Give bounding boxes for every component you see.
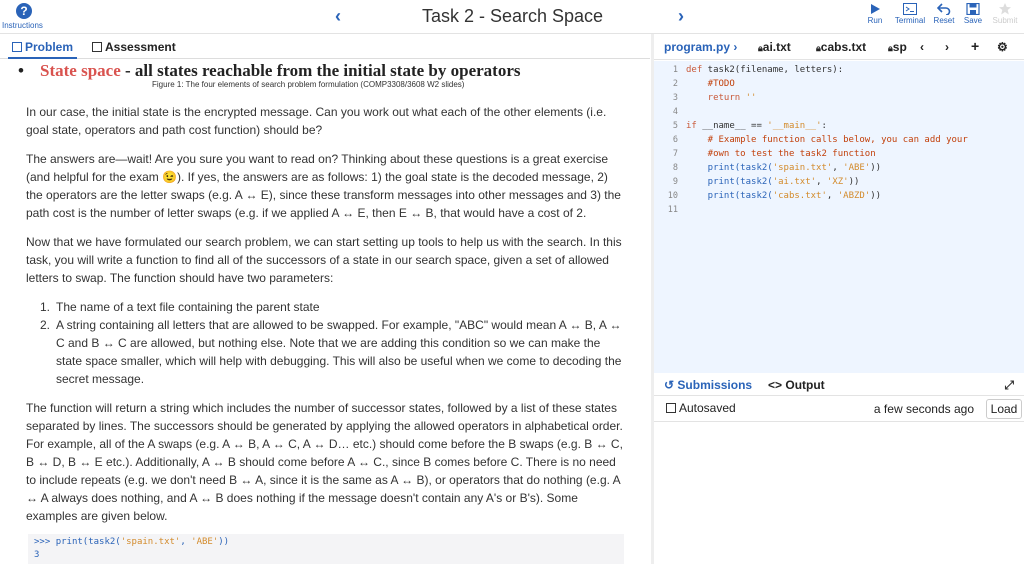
example-code-block [28, 534, 624, 564]
instructions-button[interactable] [4, 2, 44, 30]
paragraph-3: Now that we have formulated our search problem, we can start setting up tools to help us with the search. In this task, you will write a function to find all of the successors of a state in our search space, given a set of allowed letters to swap. The function should have two parameters: [26, 235, 622, 285]
code-line: return '' [686, 93, 757, 103]
code-line [686, 203, 1024, 217]
autosaved-label: Autosaved [666, 401, 736, 415]
instructions-label: Instructions [2, 21, 43, 30]
page-title: Task 2 - Search Space [421, 6, 604, 26]
tab-submissions[interactable]: ↺ Submissions [664, 378, 753, 392]
paragraph-1: In our case, the initial state is the encrypted message. Can you work out what each of the other elements (i.e. goal state, operators and path cost function) should be? [26, 105, 607, 137]
tab-output[interactable]: <> Output [768, 378, 825, 392]
save-button[interactable]: Save [962, 3, 984, 25]
code-line: if __name__ == '__main__': [686, 121, 827, 131]
code-line: #own to test the task2 function [686, 149, 876, 159]
file-tab-sp[interactable]: 🔒︎sp [888, 40, 907, 54]
code-line: print(task2('spain.txt', 'ABE')) [686, 163, 882, 173]
undo-icon [937, 3, 951, 15]
paragraph-4: The function will return a string which includes the number of successor states, followed by a list of these states separated by lines. The successors should be generated by applying the allowed operators in alphabetical order. For example, all of the A swaps (e.g. A ↔ B, A ↔ C, A ↔ D… etc.) should come before the B swaps (e.g. B ↔ C, B ↔ D, B ↔ E etc.). Additionally, A ↔ B should come before A ↔ C., since B comes before C. There is no need to include repeats (e.g. we don't need B ↔ A, since it is the same as A ↔ B), or operators that do nothing (e.g. A ↔ A always does nothing, and A ↔ B does nothing if the message doesn't contain any A's or B's). Some examples are given below. [26, 401, 623, 523]
code-editor[interactable] [654, 61, 1024, 373]
chevron-right-icon: › [733, 40, 738, 54]
gear-icon[interactable]: ⚙ [997, 40, 1008, 54]
parameter-list [40, 298, 626, 388]
example-line-1: >>> print(task2('spain.txt', 'ABE')) [34, 537, 230, 547]
code-line: print(task2('ai.txt', 'XZ')) [686, 177, 860, 187]
paragraph-2: The answers are—wait! Are you sure you want to read on? Thinking about these questions is a great exercise (and helpful for the exam 😉). If yes, the answers are as follows: 1) the goal state is the decoded message, 2) the operators are the letter swaps (e.g. A ↔ E), since these transform messages into other messages and 3) the path cost is the number of letter swaps (e.g. if we applied A ↔ E, then E ↔ B, that would have a cost of 2. [26, 152, 621, 220]
run-button[interactable]: Run [866, 3, 884, 25]
heading-red: State space [40, 61, 121, 80]
submit-button[interactable]: Submit [992, 3, 1018, 25]
top-bar [0, 0, 1024, 34]
file-tabs [654, 34, 1024, 60]
lock-icon: 🔒︎ [888, 43, 893, 53]
tab-problem[interactable]: Problem [8, 35, 77, 59]
figure-caption: Figure 1: The four elements of search problem formulation (COMP3308/3608 W2 slides) [152, 80, 465, 89]
scroll-tabs-left-icon[interactable]: ‹ [920, 40, 924, 54]
instructions-panel [0, 35, 650, 564]
editor-panel [654, 34, 1024, 564]
code-icon: <> [768, 378, 783, 392]
timestamp: a few seconds ago [873, 402, 974, 416]
problem-text [26, 103, 626, 525]
instruction-tabs [0, 35, 650, 59]
example-line-2: 3 [34, 550, 40, 560]
checklist-icon [92, 42, 102, 52]
output-tabs [654, 374, 1024, 396]
code-line: def task2(filename, letters): [686, 65, 844, 75]
state-space-heading: • State space - all states reachable from the initial state by operators [18, 61, 521, 80]
lock-icon: 🔒︎ [758, 43, 763, 53]
code-line: print(task2('cabs.txt', 'ABZD')) [686, 191, 882, 201]
prev-task-chevron-icon[interactable]: ‹ [335, 6, 341, 26]
file-tab-ai[interactable]: 🔒︎ai.txt [758, 40, 791, 54]
code-line [686, 105, 1024, 119]
autosave-status [654, 396, 1024, 422]
file-tab-program[interactable]: program.py › [664, 40, 738, 54]
help-icon: ? [16, 3, 32, 19]
history-icon: ↺ [664, 378, 675, 392]
add-file-icon[interactable]: + [971, 38, 980, 54]
terminal-icon [903, 3, 917, 15]
code-text[interactable] [686, 61, 1024, 373]
list-item: 1. The name of a text file containing the parent state [40, 300, 320, 314]
document-icon [12, 42, 22, 52]
tab-assessment[interactable]: Assessment [88, 35, 180, 59]
list-item: 2. A string containing all letters that are allowed to be swapped. For example, "ABC" would mean A ↔ B, A ↔ C and B ↔ C are allowed, but nothing else. Note that we are adding this condition so we can make the state space smaller, which will help with debugging. This will also be useful when we come to decoding the secret message. [40, 318, 622, 386]
scroll-tabs-right-icon[interactable]: › [945, 40, 949, 54]
code-line: #TODO [686, 79, 735, 89]
reset-button[interactable]: Reset [932, 3, 956, 25]
code-line: # Example function calls below, you can add your [686, 135, 968, 145]
next-task-chevron-icon[interactable]: › [678, 6, 684, 26]
file-tab-cabs[interactable]: 🔒︎cabs.txt [816, 40, 867, 54]
line-numbers: 1 2 3 4 5 6 7 8 9 10 11 [654, 61, 682, 373]
save-icon [966, 3, 980, 15]
load-button[interactable]: Load [986, 399, 1022, 419]
lock-icon: 🔒︎ [816, 43, 821, 53]
star-icon [998, 3, 1012, 15]
heading-rest: - all states reachable from the initial state by operators [120, 61, 521, 80]
terminal-button[interactable]: Terminal [892, 3, 928, 25]
save-icon [666, 403, 676, 413]
expand-icon[interactable]: ⤢ [1004, 378, 1014, 392]
play-icon [869, 3, 881, 15]
